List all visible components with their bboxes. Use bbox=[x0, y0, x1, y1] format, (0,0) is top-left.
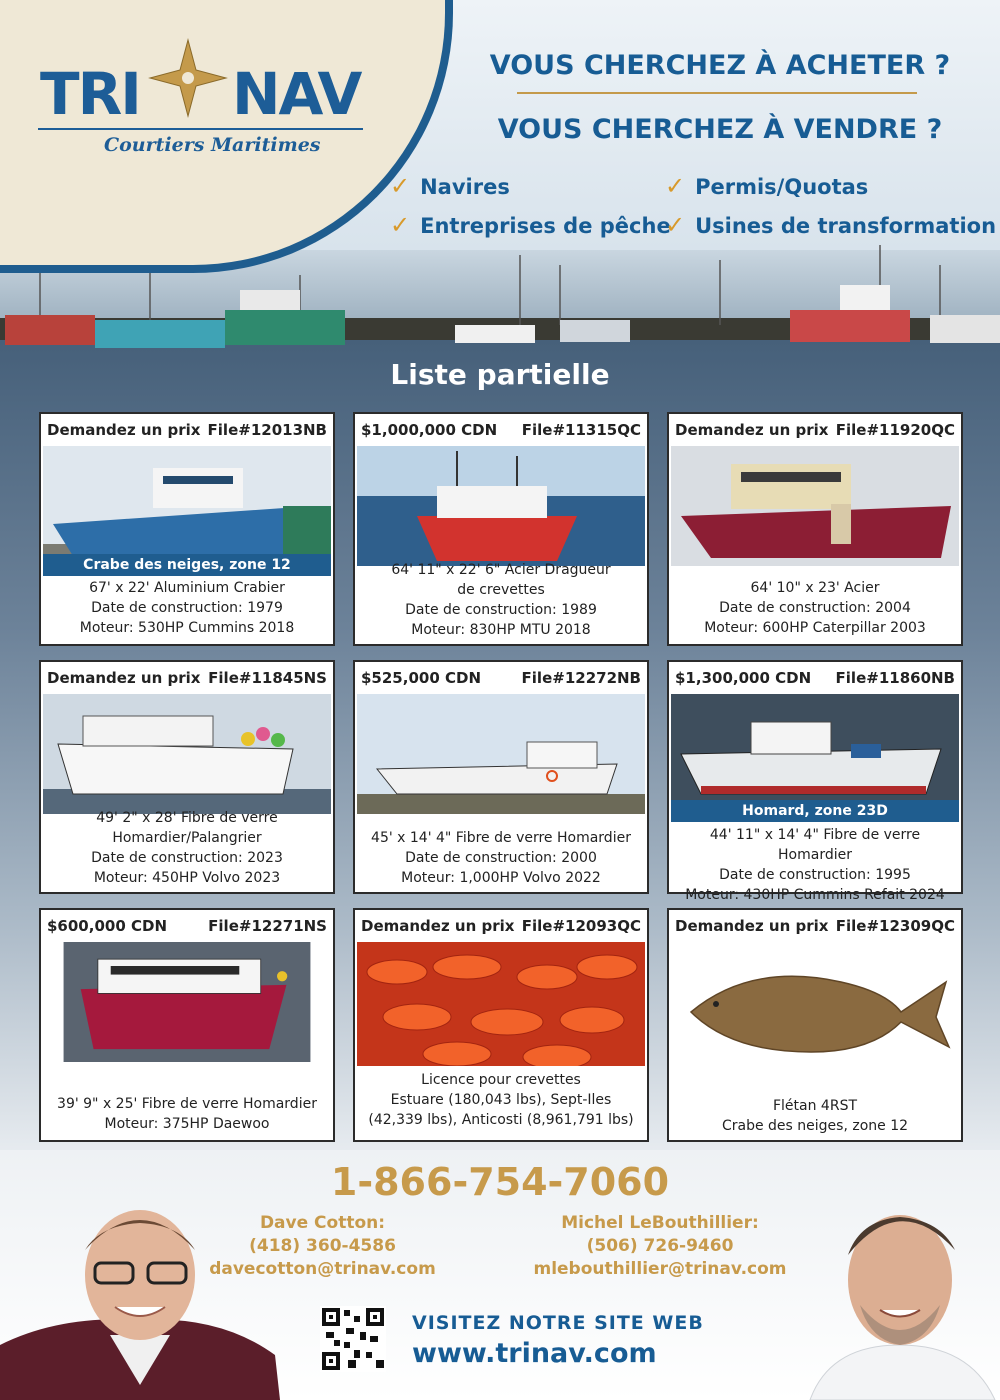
listing-price: Demandez un prix bbox=[47, 421, 201, 439]
listing-photo-steel-vessel bbox=[671, 446, 959, 566]
listing-description: 45' x 14' 4" Fibre de verre Homardier Date de construction: 2000 Moteur: 1,000HP Volvo 2022 bbox=[371, 830, 631, 886]
listing-file-number: File#12309QC bbox=[835, 917, 955, 935]
checklist-item: ✓ Permis/Quotas bbox=[665, 172, 869, 200]
listing-price: Demandez un prix bbox=[675, 917, 829, 935]
listing-photo-lobster-vessel bbox=[671, 694, 959, 814]
listing-card[interactable] bbox=[667, 908, 963, 1142]
headline-divider bbox=[517, 92, 917, 94]
listing-header bbox=[41, 910, 333, 940]
shrimp-photo bbox=[357, 942, 645, 1066]
headline-buy: VOUS CHERCHEZ À ACHETER ? bbox=[489, 50, 951, 81]
listing-price: $1,300,000 CDN bbox=[675, 669, 812, 687]
qr-code-icon[interactable] bbox=[320, 1306, 386, 1372]
listing-file-number: File#11315QC bbox=[521, 421, 641, 439]
checklist-item: ✓ Usines de transformation bbox=[665, 211, 997, 239]
checkmark-icon: ✓ bbox=[665, 172, 686, 200]
main-phone-number[interactable]: 1-866-754-7060 bbox=[330, 1160, 670, 1204]
contact-name: Dave Cotton: bbox=[259, 1213, 386, 1233]
contact-phone[interactable]: (506) 726-9460 bbox=[586, 1236, 734, 1256]
listing-file-number: File#11845NS bbox=[208, 669, 327, 687]
contact-name: Michel LeBouthillier: bbox=[561, 1213, 759, 1233]
listing-header bbox=[355, 662, 647, 692]
listing-description: Licence pour crevettes Estuare (180,043 lbs), Sept-Iles (42,339 lbs), Anticosti (8,961,791 lbs) bbox=[368, 1072, 634, 1128]
listing-file-number: File#11860NB bbox=[835, 669, 955, 687]
logo-subtitle: Courtiers Maritimes bbox=[104, 134, 321, 156]
listing-header bbox=[355, 414, 647, 444]
listing-header bbox=[41, 414, 333, 444]
headline-sell: VOUS CHERCHEZ À VENDRE ? bbox=[497, 114, 943, 145]
logo-wordmark-left: TRI bbox=[40, 60, 140, 128]
contact-email[interactable]: davecotton@trinav.com bbox=[209, 1259, 436, 1279]
listing-price: Demandez un prix bbox=[361, 917, 515, 935]
listing-header bbox=[669, 910, 961, 940]
listing-description: 49' 2" x 28' Fibre de verre Homardier/Palangrier Date de construction: 2023 Moteur: 450HP Volvo 2023 bbox=[91, 810, 283, 886]
listing-header bbox=[41, 662, 333, 692]
listing-card[interactable] bbox=[667, 412, 963, 646]
listing-card[interactable] bbox=[39, 412, 335, 646]
listing-price: $1,000,000 CDN bbox=[361, 421, 498, 439]
listing-price: Demandez un prix bbox=[675, 421, 829, 439]
checklist-item: ✓ Navires bbox=[390, 172, 510, 200]
listing-price: Demandez un prix bbox=[47, 669, 201, 687]
listing-header bbox=[355, 910, 647, 940]
listing-card[interactable] bbox=[353, 908, 649, 1142]
listing-file-number: File#12271NS bbox=[208, 917, 327, 935]
compass-star-icon bbox=[148, 38, 228, 118]
portrait-michel-lebouthillier bbox=[790, 1195, 1000, 1400]
listing-file-number: File#12093QC bbox=[521, 917, 641, 935]
section-title: Liste partielle bbox=[390, 358, 610, 391]
listing-header bbox=[669, 662, 961, 692]
listing-card[interactable] bbox=[39, 908, 335, 1142]
listing-price: $525,000 CDN bbox=[361, 669, 481, 687]
listing-photo-lobster-boat bbox=[43, 694, 331, 814]
listing-photo-red-boat bbox=[43, 942, 331, 1062]
listing-description: Flétan 4RST Crabe des neiges, zone 12 bbox=[721, 1098, 909, 1134]
contact-phone[interactable]: (418) 360-4586 bbox=[249, 1236, 396, 1256]
listing-photo-dragger bbox=[357, 446, 645, 566]
listing-card[interactable] bbox=[353, 660, 649, 894]
listing-description: 64' 11" x 22' 6" Acier Dragueur de crevettes Date de construction: 1989 Moteur: 830HP MTU 2018 bbox=[391, 562, 611, 638]
website-link[interactable]: www.trinav.com bbox=[412, 1338, 657, 1369]
listing-price: $600,000 CDN bbox=[47, 917, 167, 935]
listing-file-number: File#12013NB bbox=[207, 421, 327, 439]
listing-file-number: File#12272NB bbox=[521, 669, 641, 687]
listing-photo-crabber bbox=[43, 446, 331, 566]
listing-banner: Crabe des neiges, zone 12 bbox=[43, 554, 331, 576]
checklist-item: ✓ Entreprises de pêche bbox=[390, 211, 671, 239]
checkmark-icon: ✓ bbox=[390, 172, 411, 200]
listing-description: 64' 10" x 23' Acier Date de construction: 2004 Moteur: 600HP Caterpillar 2003 bbox=[704, 580, 926, 636]
portrait-dave-cotton bbox=[0, 1195, 290, 1400]
contact-michel bbox=[520, 1212, 800, 1281]
listing-card[interactable] bbox=[667, 660, 963, 903]
listing-description: 39' 9" x 25' Fibre de verre Homardier Moteur: 375HP Daewoo bbox=[57, 1096, 317, 1132]
checkmark-icon: ✓ bbox=[390, 211, 411, 239]
listing-description: 67' x 22' Aluminium Crabier Date de construction: 1979 Moteur: 530HP Cummins 2018 bbox=[79, 580, 295, 636]
listing-photo-fiberglass-boat bbox=[357, 694, 645, 814]
checkmark-icon: ✓ bbox=[665, 211, 686, 239]
listing-file-number: File#11920QC bbox=[835, 421, 955, 439]
listing-header bbox=[669, 414, 961, 444]
listing-banner: Homard, zone 23D bbox=[671, 800, 959, 822]
listing-description: 44' 11" x 14' 4" Fibre de verre Homardier Date de construction: 1995 Moteur: 430HP Cummins Refait 2024 bbox=[685, 827, 945, 903]
logo-underline bbox=[38, 128, 363, 130]
logo-wordmark-right: NAV bbox=[232, 60, 361, 128]
contact-email[interactable]: mlebouthillier@trinav.com bbox=[533, 1259, 787, 1279]
halibut-photo bbox=[671, 942, 959, 1082]
listing-card[interactable] bbox=[39, 660, 335, 894]
visit-website-label: VISITEZ NOTRE SITE WEB bbox=[412, 1312, 704, 1334]
listing-card[interactable] bbox=[353, 412, 649, 646]
